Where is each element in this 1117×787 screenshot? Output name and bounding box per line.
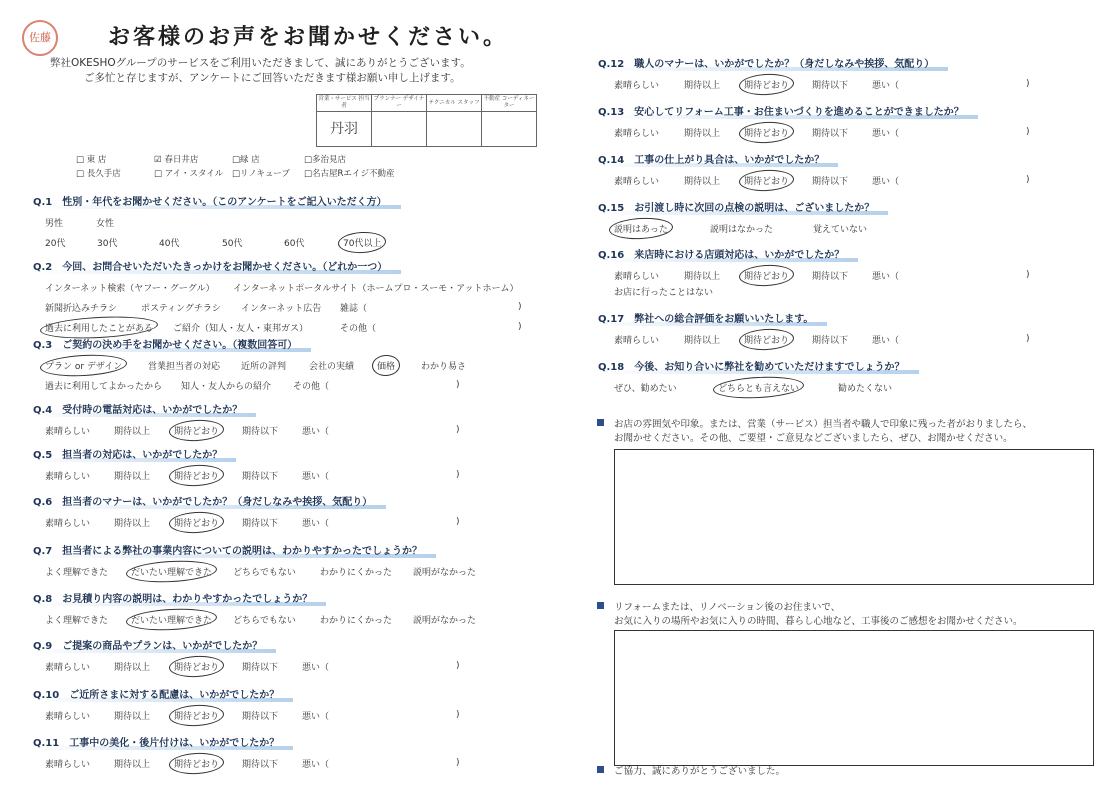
option-row	[33, 659, 533, 673]
staff-table	[316, 94, 537, 147]
answer-option[interactable]: 30代	[97, 238, 118, 249]
answer-option[interactable]: 悪い（	[872, 271, 900, 282]
answer-option[interactable]: 期待どおり	[744, 126, 789, 139]
store-row	[76, 152, 414, 166]
answer-option[interactable]: 40代	[159, 238, 180, 249]
staff-header-cell: プランナー デザイナー	[372, 95, 427, 112]
answer-option[interactable]: 期待どおり	[174, 660, 219, 673]
paren-close: )	[1026, 127, 1030, 137]
store-row	[76, 166, 414, 180]
answer-option[interactable]: 期待どおり	[744, 269, 789, 282]
staff-name-field[interactable]	[482, 112, 537, 147]
answer-option[interactable]: 期待以上	[114, 759, 151, 770]
paren-close: )	[1026, 175, 1030, 185]
answer-option[interactable]: 過去に利用してよかったから	[45, 381, 163, 392]
option-row	[33, 235, 533, 249]
answer-option[interactable]: 素晴らしい	[45, 662, 91, 673]
question-title: Q.2 今回、お問合せいただいたきっかけをお聞かせください。（どれか一つ）	[33, 258, 401, 274]
paren-close: )	[456, 380, 460, 390]
intro-line: ご多忙と存じますが、アンケートにご回答いただきます様お願い申し上げます。	[84, 72, 461, 84]
option-row	[598, 380, 1098, 394]
prompt-line	[597, 601, 1023, 615]
question-q16	[598, 243, 1098, 298]
selected-circle-mark	[738, 72, 794, 96]
selected-circle-mark	[168, 418, 224, 442]
answer-option[interactable]: 悪い（	[872, 335, 900, 346]
question-title: Q.18 今後、お知り合いに弊社を勧めていただけますでしょうか？	[598, 358, 919, 374]
answer-option[interactable]: 期待どおり	[744, 333, 789, 346]
answer-option[interactable]: 期待以下	[812, 128, 849, 139]
paren-close: )	[456, 425, 460, 435]
answer-option[interactable]: 期待以下	[812, 176, 849, 187]
selected-circle-mark	[713, 374, 805, 400]
answer-option[interactable]: 期待以上	[684, 271, 721, 282]
answer-option[interactable]: 素晴らしい	[614, 128, 660, 139]
paren-close: )	[456, 710, 460, 720]
answer-option[interactable]: 悪い（	[302, 518, 330, 529]
paren-close: )	[1026, 334, 1030, 344]
answer-option[interactable]: 期待どおり	[744, 78, 789, 91]
staff-name-field[interactable]	[372, 112, 427, 147]
answer-option[interactable]: 説明がなかった	[413, 567, 477, 578]
question-q2	[33, 255, 533, 334]
answer-option[interactable]: 覚えていない	[813, 224, 868, 235]
question-q12	[598, 52, 1098, 91]
option-row	[33, 378, 533, 392]
question-q15	[598, 196, 1098, 235]
option-row	[598, 173, 1098, 187]
answer-option[interactable]: 悪い（	[302, 471, 330, 482]
square-bullet-icon	[597, 602, 604, 609]
option-row	[33, 280, 533, 294]
question-q5	[33, 443, 533, 482]
answer-option[interactable]: 期待以下	[242, 662, 279, 673]
answer-option[interactable]: よく理解できた	[45, 615, 109, 626]
question-q9	[33, 634, 533, 673]
answer-option[interactable]: ポスティングチラシ	[141, 303, 221, 314]
staff-header-cell: テクニカル スタッフ	[427, 95, 482, 112]
answer-option[interactable]: インターネットポータルサイト（ホームプロ・スーモ・アットホーム）	[233, 283, 519, 294]
intro-text	[50, 56, 471, 86]
answer-option[interactable]: その他（	[293, 381, 330, 392]
answer-option[interactable]: 新聞折込みチラシ	[45, 303, 118, 314]
selected-circle-mark	[168, 654, 224, 678]
answer-option[interactable]: 素晴らしい	[614, 176, 660, 187]
paren-close: )	[456, 517, 460, 527]
staff-header-cell: 営業・サービス 担当者	[317, 95, 372, 112]
answer-option[interactable]: 期待以下	[242, 426, 279, 437]
question-title: Q.4 受付時の電話対応は、いかがでしたか？	[33, 401, 256, 417]
selected-circle-mark	[168, 703, 224, 727]
question-title: Q.13 安心してリフォーム工事・お住まいづくりを進めることができましたか？	[598, 103, 978, 119]
selected-circle-mark	[168, 510, 224, 534]
comment-prompt-2	[597, 601, 1023, 629]
option-row	[33, 468, 533, 482]
question-title: Q.12 職人のマナーは、いかがでしたか？（身だしなみや挨拶、気配り）	[598, 55, 948, 71]
option-row	[598, 221, 1098, 235]
staff-header-cell: 不動産 コーディネーター	[482, 95, 537, 112]
question-q7	[33, 539, 533, 578]
option-row	[33, 358, 533, 372]
option-row	[33, 423, 533, 437]
answer-option[interactable]: 期待以下	[242, 759, 279, 770]
answer-option[interactable]: 期待以上	[114, 471, 151, 482]
answer-option[interactable]: わかりにくかった	[320, 615, 393, 626]
answer-option[interactable]: 素晴らしい	[45, 426, 91, 437]
answer-option[interactable]: お店に行ったことはない	[614, 287, 714, 298]
answer-option[interactable]: 過去に利用したことがある	[45, 321, 153, 334]
answer-option[interactable]: 期待以上	[114, 711, 151, 722]
answer-option[interactable]: プラン or デザイン	[45, 359, 122, 372]
selected-circle-mark	[738, 168, 794, 192]
answer-option[interactable]: 期待以下	[812, 335, 849, 346]
comment-prompt-1	[597, 418, 1032, 446]
answer-option[interactable]: 期待以下	[812, 271, 849, 282]
selected-circle-mark	[168, 463, 224, 487]
question-title: Q.11 工事中の美化・後片付けは、いかがでしたか？	[33, 734, 293, 750]
answer-option[interactable]: 期待以上	[684, 80, 721, 91]
option-row	[33, 300, 533, 314]
answer-option[interactable]: どちらとも言えない	[718, 381, 799, 394]
selected-circle-mark	[126, 558, 218, 584]
option-row	[598, 284, 1098, 298]
square-bullet-icon	[597, 419, 604, 426]
answer-option[interactable]: 50代	[222, 238, 243, 249]
question-title: Q.14 工事の仕上がり具合は、いかがでしたか？	[598, 151, 838, 167]
option-row	[33, 708, 533, 722]
answer-option[interactable]: 期待どおり	[174, 757, 219, 770]
square-bullet-icon	[597, 766, 604, 773]
answer-option[interactable]: 悪い（	[302, 662, 330, 673]
answer-option[interactable]: 期待どおり	[174, 516, 219, 529]
answer-option[interactable]: わかり易さ	[421, 361, 467, 372]
answer-option[interactable]: ぜひ、勧めたい	[614, 383, 677, 394]
seal-stamp: 佐藤	[22, 20, 58, 56]
staff-name-field[interactable]	[427, 112, 482, 147]
selected-circle-mark	[337, 230, 386, 254]
answer-option[interactable]: 悪い（	[872, 176, 900, 187]
question-title: Q.5 担当者の対応は、いかがでしたか？	[33, 446, 236, 462]
selected-circle-mark	[40, 352, 128, 378]
answer-option[interactable]: 男性	[45, 218, 64, 229]
page-title: お客様のお声をお聞かせください。	[108, 25, 509, 50]
prompt-text: リフォームまたは、リノベーション後のお住まいで、	[614, 602, 841, 613]
option-row	[33, 515, 533, 529]
answer-option[interactable]: どちらでもない	[233, 615, 296, 626]
answer-option[interactable]: 期待以上	[684, 176, 721, 187]
answer-option[interactable]: 期待以上	[684, 335, 721, 346]
store-checkbox[interactable]: □ 東 店	[76, 155, 107, 165]
question-q14	[598, 148, 1098, 187]
answer-option[interactable]: 営業担当者の対応	[148, 361, 221, 372]
prompt-line: お気に入りの場所やお気に入りの時間、暮らし心地など、工事後のご感想をお聞かせください。	[614, 616, 1023, 627]
answer-option[interactable]: 期待以下	[242, 471, 279, 482]
question-q18	[598, 355, 1098, 394]
question-q4	[33, 398, 533, 437]
store-checkbox[interactable]: □ アイ・スタイル	[154, 169, 224, 179]
answer-option[interactable]: 説明はなかった	[710, 224, 774, 235]
answer-option[interactable]: 悪い（	[302, 759, 330, 770]
answer-option[interactable]: 悪い（	[872, 80, 900, 91]
option-row	[598, 77, 1098, 91]
comment-box-1[interactable]	[614, 449, 1094, 585]
answer-option[interactable]: 期待以下	[812, 80, 849, 91]
selected-circle-mark	[126, 606, 218, 632]
thanks-text: ご協力、誠にありがとうございました。	[614, 766, 786, 777]
option-row	[598, 332, 1098, 346]
store-checkbox[interactable]: □名古屋Rエイジ不動産	[304, 169, 395, 179]
selected-circle-mark	[608, 216, 673, 240]
answer-option[interactable]: 期待以下	[242, 518, 279, 529]
answer-option[interactable]: 期待以下	[242, 711, 279, 722]
answer-option[interactable]: 会社の実績	[309, 361, 355, 372]
selected-circle-mark	[738, 120, 794, 144]
answer-option[interactable]: 20代	[45, 238, 66, 249]
selected-circle-mark	[168, 751, 224, 775]
option-row	[33, 564, 533, 578]
answer-option[interactable]: インターネット検索（ヤフー・グーグル）	[45, 283, 215, 294]
question-title: Q.1 性別・年代をお聞かせください。（このアンケートをご記入いただく方）	[33, 193, 401, 209]
answer-option[interactable]: 期待どおり	[174, 469, 219, 482]
answer-option[interactable]: 知人・友人からの紹介	[181, 381, 272, 392]
question-q1	[33, 190, 533, 249]
answer-option[interactable]: わかりにくかった	[320, 567, 393, 578]
footer-thanks	[597, 765, 785, 779]
answer-option[interactable]: 期待以上	[114, 662, 151, 673]
answer-option[interactable]: 期待以上	[114, 426, 151, 437]
answer-option[interactable]: 雑誌（	[340, 303, 368, 314]
answer-option[interactable]: 素晴らしい	[45, 471, 91, 482]
answer-option[interactable]: 価格	[377, 359, 395, 372]
answer-option[interactable]: 60代	[284, 238, 305, 249]
prompt-line	[597, 418, 1032, 432]
answer-option[interactable]: 悪い（	[302, 426, 330, 437]
answer-option[interactable]: どちらでもない	[233, 567, 296, 578]
question-title: Q.3 ご契約の決め手をお聞かせください。（複数回答可）	[33, 336, 311, 352]
paren-close: )	[456, 661, 460, 671]
answer-option[interactable]: 期待以上	[684, 128, 721, 139]
option-row	[33, 215, 533, 229]
paren-close: )	[518, 302, 522, 312]
store-checkbox[interactable]: □緑 店	[232, 155, 260, 165]
question-q17	[598, 307, 1098, 346]
answer-option[interactable]: ご紹介（知人・友人・東邦ガス）	[173, 323, 309, 334]
answer-option[interactable]: その他（	[340, 323, 377, 334]
staff-name-field[interactable]: 丹羽	[317, 112, 372, 147]
answer-option[interactable]: 素晴らしい	[45, 759, 91, 770]
question-q8	[33, 587, 533, 626]
paren-close: )	[456, 758, 460, 768]
answer-option[interactable]: よく理解できた	[45, 567, 109, 578]
answer-option[interactable]: 素晴らしい	[614, 335, 660, 346]
answer-option[interactable]: 期待どおり	[744, 174, 789, 187]
question-title: Q.16 来店時における店頭対応は、いかがでしたか？	[598, 246, 858, 262]
question-title: Q.7 担当者による弊社の事業内容についての説明は、わかりやすかったでしょうか？	[33, 542, 436, 558]
store-checklist	[76, 152, 414, 180]
paren-close: )	[456, 470, 460, 480]
question-q11	[33, 731, 533, 770]
option-row	[598, 268, 1098, 282]
store-checkbox[interactable]: □リノキューブ	[232, 169, 290, 179]
selected-circle-mark	[371, 354, 400, 376]
question-title: Q.10 ご近所さまに対する配慮は、いかがでしたか？	[33, 686, 293, 702]
question-title: Q.9 ご提案の商品やプランは、いかがでしたか？	[33, 637, 276, 653]
answer-option[interactable]: 女性	[96, 218, 115, 229]
answer-option[interactable]: 素晴らしい	[614, 80, 660, 91]
answer-option[interactable]: 素晴らしい	[45, 711, 91, 722]
answer-option[interactable]: だいたい理解できた	[131, 613, 212, 626]
staff-header-row	[317, 95, 537, 112]
answer-option[interactable]: インターネット広告	[241, 303, 322, 314]
prompt-text: お店の雰囲気や印象。または、営業（サービス）担当者や職人で印象に残った者がおりましたら、	[614, 419, 1033, 430]
selected-circle-mark	[738, 327, 794, 351]
answer-option[interactable]: 悪い（	[302, 711, 330, 722]
question-title: Q.8 お見積り内容の説明は、わかりやすかったでしょうか？	[33, 590, 326, 606]
option-row	[33, 756, 533, 770]
question-title: Q.17 弊社への総合評価をお願いいたします。	[598, 310, 827, 326]
answer-option[interactable]: 勧めたくない	[838, 383, 893, 394]
store-checkbox[interactable]: □多治見店	[304, 155, 347, 165]
answer-option[interactable]: 70代以上	[343, 236, 381, 249]
question-title: Q.15 お引渡し時に次回の点検の説明は、ございましたか？	[598, 199, 888, 215]
question-q10	[33, 683, 533, 722]
question-title: Q.6 担当者のマナーは、いかがでしたか？（身だしなみや挨拶、気配り）	[33, 493, 386, 509]
answer-option[interactable]: 期待どおり	[174, 709, 219, 722]
store-checkbox[interactable]: □ 長久手店	[76, 169, 121, 179]
prompt-line: お聞かせください。その他、ご要望・ご意見などございましたら、ぜひ、お聞かせください。	[614, 433, 1013, 444]
staff-value-row	[317, 112, 537, 147]
answer-option[interactable]: 説明がなかった	[413, 615, 477, 626]
store-checkbox[interactable]: ☑ 春日井店	[154, 155, 199, 165]
question-q3	[33, 333, 533, 392]
option-row	[598, 125, 1098, 139]
answer-option[interactable]: 説明はあった	[614, 222, 668, 235]
paren-close: )	[518, 322, 522, 332]
question-q13	[598, 100, 1098, 139]
paren-close: )	[1026, 79, 1030, 89]
option-row	[33, 320, 533, 334]
comment-box-2[interactable]	[614, 630, 1094, 766]
answer-option[interactable]: だいたい理解できた	[131, 565, 212, 578]
answer-option[interactable]: 期待以上	[114, 518, 151, 529]
answer-option[interactable]: 近所の評判	[241, 361, 287, 372]
answer-option[interactable]: 素晴らしい	[614, 271, 660, 282]
question-q6	[33, 490, 533, 529]
answer-option[interactable]: 期待どおり	[174, 424, 219, 437]
intro-line: 弊社OKESHOグループのサービスをご利用いただきまして、誠にありがとうございます。	[50, 57, 471, 69]
answer-option[interactable]: 素晴らしい	[45, 518, 91, 529]
option-row	[33, 612, 533, 626]
answer-option[interactable]: 悪い（	[872, 128, 900, 139]
paren-close: )	[1026, 270, 1030, 280]
